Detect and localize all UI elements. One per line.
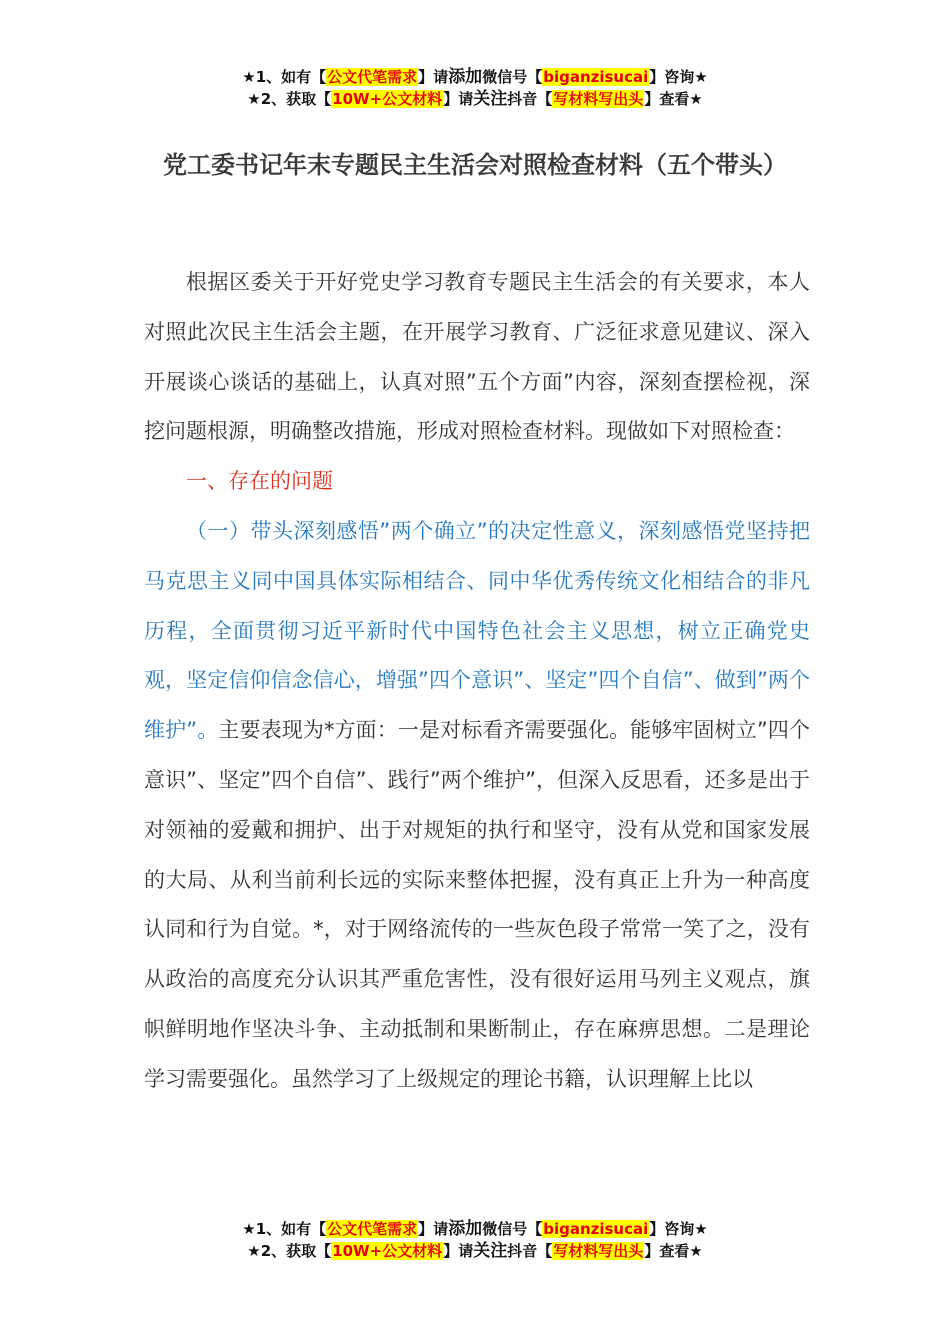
section-heading: 一、存在的问题: [186, 469, 333, 494]
item-paragraph: [144, 507, 810, 1105]
promo-text: 】查看★: [644, 1242, 703, 1260]
promo-text: 抖音【: [507, 1242, 553, 1260]
promo-text: 添加: [448, 67, 483, 87]
promo-text: 关注: [473, 89, 508, 109]
promo-line-2: [0, 1240, 950, 1262]
promo-text: 】咨询★: [649, 68, 708, 86]
promo-text: 抖音【: [507, 90, 553, 108]
promo-footer: [0, 1218, 950, 1262]
promo-text: 】请: [443, 1242, 474, 1260]
promo-text: ★2、获取【: [247, 90, 332, 108]
document-body: [144, 258, 810, 1105]
promo-line-1: [0, 1218, 950, 1240]
item-body: 主要表现为*方面：一是对标看齐需要强化。能够牢固树立”四个意识”、坚定”四个自信”、践行”两个维护”，但深入反思看，还多是出于对领袖的爱戴和拥护、出于对规矩的执行和坚守，没有从党和国家发展的大局、从利当前利长远的实际来整体把握，没有真正上升为一种高度认同和行为自觉。*，对于网络流传的一些灰色段子常常一笑了之，没有从政治的高度充分认识其严重危害性，没有很好运用马列主义观点，旗帜鲜明地作坚决斗争、主动抵制和果断制止，存在麻痹思想。二是理论学习需要强化。虽然学习了上级规定的理论书籍，认识理解上比以: [144, 718, 810, 1091]
promo-text: 关注: [473, 1241, 508, 1261]
promo-text: ★1、如有【: [242, 68, 327, 86]
promo-text: 】咨询★: [649, 1220, 708, 1238]
promo-highlight: biganzisucai: [543, 68, 649, 86]
promo-text: 】请: [443, 90, 474, 108]
promo-header: [0, 66, 950, 110]
promo-highlight: 公文代笔需求: [327, 1220, 418, 1238]
promo-highlight: 公文代笔需求: [327, 68, 418, 86]
promo-line-2: [0, 88, 950, 110]
promo-text: 微信号【: [482, 68, 543, 86]
promo-highlight: 10W+公文材料: [332, 1242, 443, 1260]
intro-paragraph: 根据区委关于开好党史学习教育专题民主生活会的有关要求，本人对照此次民主生活会主题，在开展学习教育、广泛征求意见建议、深入开展谈心谈话的基础上，认真对照”五个方面”内容，深刻查摆检视，深挖问题根源，明确整改措施，形成对照检查材料。现做如下对照检查：: [144, 270, 810, 444]
document-title: 党工委书记年末专题民主生活会对照检查材料（五个带头）: [163, 151, 787, 179]
item-heading: （一）带头深刻感悟”两个确立”的决定性意义，深刻感悟党坚持把马克思主义同中国具体实际相结合、同中华优秀传统文化相结合的非凡历程，全面贯彻习近平新时代中国特色社会主义思想，树立正确党史观，坚定信仰信念信心，增强”四个意识”、坚定”四个自信”、做到”两个维护”。: [144, 518, 810, 743]
promo-text: ★1、如有【: [242, 1220, 327, 1238]
promo-text: 】请: [418, 68, 449, 86]
promo-text: ★2、获取【: [247, 1242, 332, 1260]
promo-text: 】查看★: [644, 90, 703, 108]
promo-highlight: 写材料写出头: [553, 1242, 644, 1260]
promo-text: 添加: [448, 1219, 483, 1239]
promo-text: 】请: [418, 1220, 449, 1238]
promo-highlight: 10W+公文材料: [332, 90, 443, 108]
promo-highlight: 写材料写出头: [553, 90, 644, 108]
promo-line-1: [0, 66, 950, 88]
promo-highlight: biganzisucai: [543, 1220, 649, 1238]
promo-text: 微信号【: [482, 1220, 543, 1238]
